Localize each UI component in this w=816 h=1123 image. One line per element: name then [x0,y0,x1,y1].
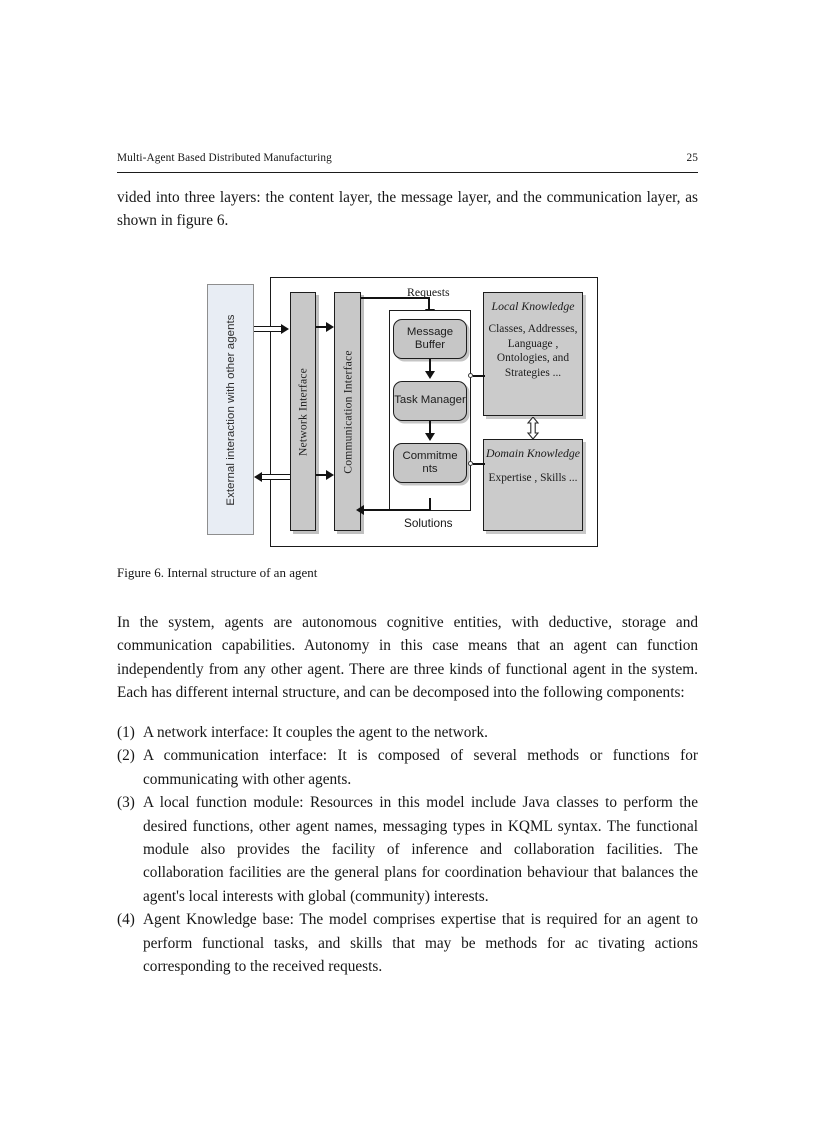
network-interface-label: Network Interface [296,367,310,456]
intro-paragraph: vided into three layers: the content layer, the message layer, and the communication layer, as shown in figure 6. [117,189,698,230]
list-item-text: A network interface: It couples the agent to the network. [143,724,488,741]
figure-caption: Figure 6. Internal structure of an agent [117,565,318,580]
list-item [117,744,698,791]
local-knowledge-connector-line [473,375,485,377]
component-list [117,721,698,978]
commitments-box [393,443,467,483]
solutions-label: Solutions [404,516,453,530]
local-knowledge-box [483,292,583,416]
task-to-commitments-arrowhead-icon [425,433,435,441]
task-manager-box [393,381,467,421]
requests-label: Requests [407,285,450,299]
local-knowledge-connector-knob [468,373,473,378]
inbound-connector-line [254,326,284,332]
figure-6-internal-structure-of-an-agent [196,271,600,547]
list-item [117,721,698,744]
network-to-comm-bottom-arrowhead-icon [326,470,334,480]
local-knowledge-body: Classes, Addresses, Language , Ontologies, and Strategies ... [488,323,578,379]
domain-knowledge-connector-knob [468,461,473,466]
local-knowledge-title: Local Knowledge [491,299,575,313]
page-number: 25 [686,152,698,164]
list-item-marker: (3) [117,794,135,812]
running-head [117,152,698,164]
knowledge-bidirectional-arrow-icon [526,417,540,439]
list-item [117,791,698,908]
message-buffer-label: Message Buffer [406,325,454,351]
domain-knowledge-box [483,439,583,531]
domain-knowledge-connector-line [473,463,485,465]
body-paragraph: In the system, agents are autonomous cognitive entities, with deductive, storage and communication capabilities. Autonomy in this case means that an agent can function independently from any other agent. There are three kinds of functional agent in the system. Each has different internal structure, and can be decomposed into the following components: [117,614,698,702]
header-divider [117,172,698,173]
commitments-label: Commitme nts [402,449,458,475]
task-manager-label: Task Manager [394,394,466,407]
solutions-arrowhead-icon [356,505,364,515]
list-item-marker: (1) [117,724,135,741]
message-buffer-box [393,319,467,359]
domain-knowledge-title: Domain Knowledge [485,446,581,460]
list-item-text: Agent Knowledge base: The model comprises expertise that is required for an agent to perform functional tasks, and skills that may be methods for ac tivating actions corresponding to the received requests. [143,911,698,976]
list-item-text: A communication interface: It is composed of several methods or functions for communicating with other agents. [143,747,698,788]
domain-knowledge-body: Expertise , Skills ... [488,472,578,484]
list-item [117,908,698,978]
network-to-comm-top-arrowhead-icon [326,322,334,332]
inbound-arrowhead-icon [281,324,289,334]
list-item-marker: (2) [117,747,135,765]
list-item-text: A local function module: Resources in this model include Java classes to perform the desired functions, other agent names, messaging types in KQML syntax. The functional module also provides the facility of inference and collaboration facilities. The collaboration facilities are the general plans for coordination behaviour that balances the agent's local interests with global (community) interests. [143,794,698,905]
running-head-title: Multi-Agent Based Distributed Manufacturing [117,152,332,164]
communication-interface-label: Communication Interface [341,349,354,474]
outbound-arrowhead-icon [254,472,262,482]
solutions-horizontal-line [362,509,431,511]
list-item-marker: (4) [117,911,135,929]
outbound-connector-line [262,474,292,480]
external-interaction-panel [207,284,254,535]
communication-interface-block [334,292,361,531]
network-interface-block [290,292,316,531]
msg-to-task-arrowhead-icon [425,371,435,379]
external-interaction-label: External interaction with other agents [224,313,237,506]
